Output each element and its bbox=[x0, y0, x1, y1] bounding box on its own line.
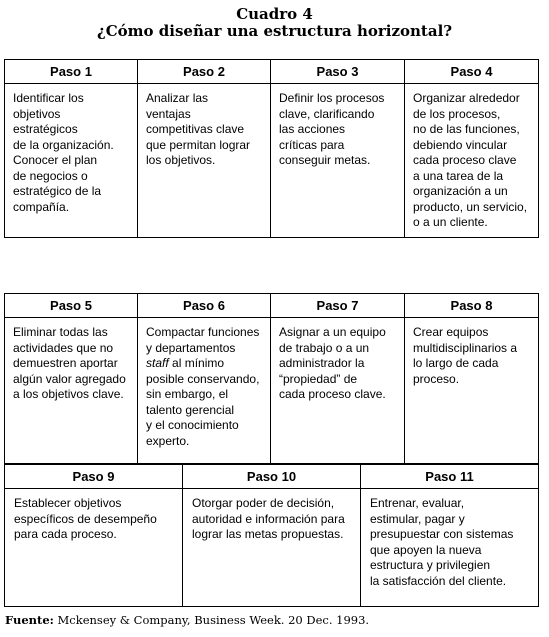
table-subtitle: ¿Cómo diseñar una estructura horizontal? bbox=[96, 22, 453, 40]
step-11-description: Entrenar, evaluar, estimular, pagar y presupuestar con sistemas que apoyen la nueva estructura y privilegien la satisfacción del cliente. bbox=[361, 489, 539, 607]
step-10-description: Otorgar poder de decisión, autoridad e información para lograr las metas propuestas. bbox=[183, 489, 361, 607]
step-6-text-end: al mínimo posible conservando, sin embargo, el talento gerencial y el conocimiento experto. bbox=[146, 356, 260, 448]
step-1-description: Identificar los objetivos estratégicos de la organización. Conocer el plan de negocios o estratégico de la compañía. bbox=[5, 84, 138, 238]
source-note bbox=[5, 613, 369, 627]
step-5-description: Eliminar todas las actividades que no demuestren aportar algún valor agregado a los objetivos clave. bbox=[5, 318, 138, 464]
table-title: Cuadro 4 bbox=[236, 5, 313, 23]
step-4-label: Paso 4 bbox=[405, 60, 539, 84]
step-6-label: Paso 6 bbox=[138, 294, 271, 318]
step-6-text-start: Compactar funciones y departamentos bbox=[146, 325, 260, 355]
step-4-description: Organizar alrededor de los procesos, no de las funciones, debiendo vincular cada proceso clave a una tarea de la organización a un producto, un servicio, o a un cliente. bbox=[405, 84, 539, 238]
source-label: Fuente: bbox=[5, 613, 54, 627]
step-3-description: Definir los procesos clave, clarificando las acciones críticas para conseguir metas. bbox=[271, 84, 405, 238]
step-2-label: Paso 2 bbox=[138, 60, 271, 84]
step-10-label: Paso 10 bbox=[183, 465, 361, 489]
step-1-label: Paso 1 bbox=[5, 60, 138, 84]
step-6-text-italic: staff bbox=[146, 356, 169, 370]
step-3-label: Paso 3 bbox=[271, 60, 405, 84]
step-8-label: Paso 8 bbox=[405, 294, 539, 318]
step-5-label: Paso 5 bbox=[5, 294, 138, 318]
steps-table-row-1 bbox=[4, 59, 539, 238]
steps-table-row-2 bbox=[4, 293, 539, 464]
step-7-label: Paso 7 bbox=[271, 294, 405, 318]
steps-table-row-3 bbox=[4, 464, 539, 607]
step-8-description: Crear equipos multidisciplinarios a lo largo de cada proceso. bbox=[405, 318, 539, 464]
source-text: Mckensey & Company, Business Week. 20 Dec. 1993. bbox=[53, 613, 370, 627]
step-9-label: Paso 9 bbox=[5, 465, 183, 489]
step-7-description: Asignar a un equipo de trabajo o a un administrador la “propiedad” de cada proceso clave. bbox=[271, 318, 405, 464]
step-2-description: Analizar las ventajas competitivas clave que permitan lograr los objetivos. bbox=[138, 84, 271, 238]
step-9-description: Establecer objetivos específicos de desempeño para cada proceso. bbox=[5, 489, 183, 607]
step-11-label: Paso 11 bbox=[361, 465, 539, 489]
step-6-description bbox=[138, 318, 271, 464]
